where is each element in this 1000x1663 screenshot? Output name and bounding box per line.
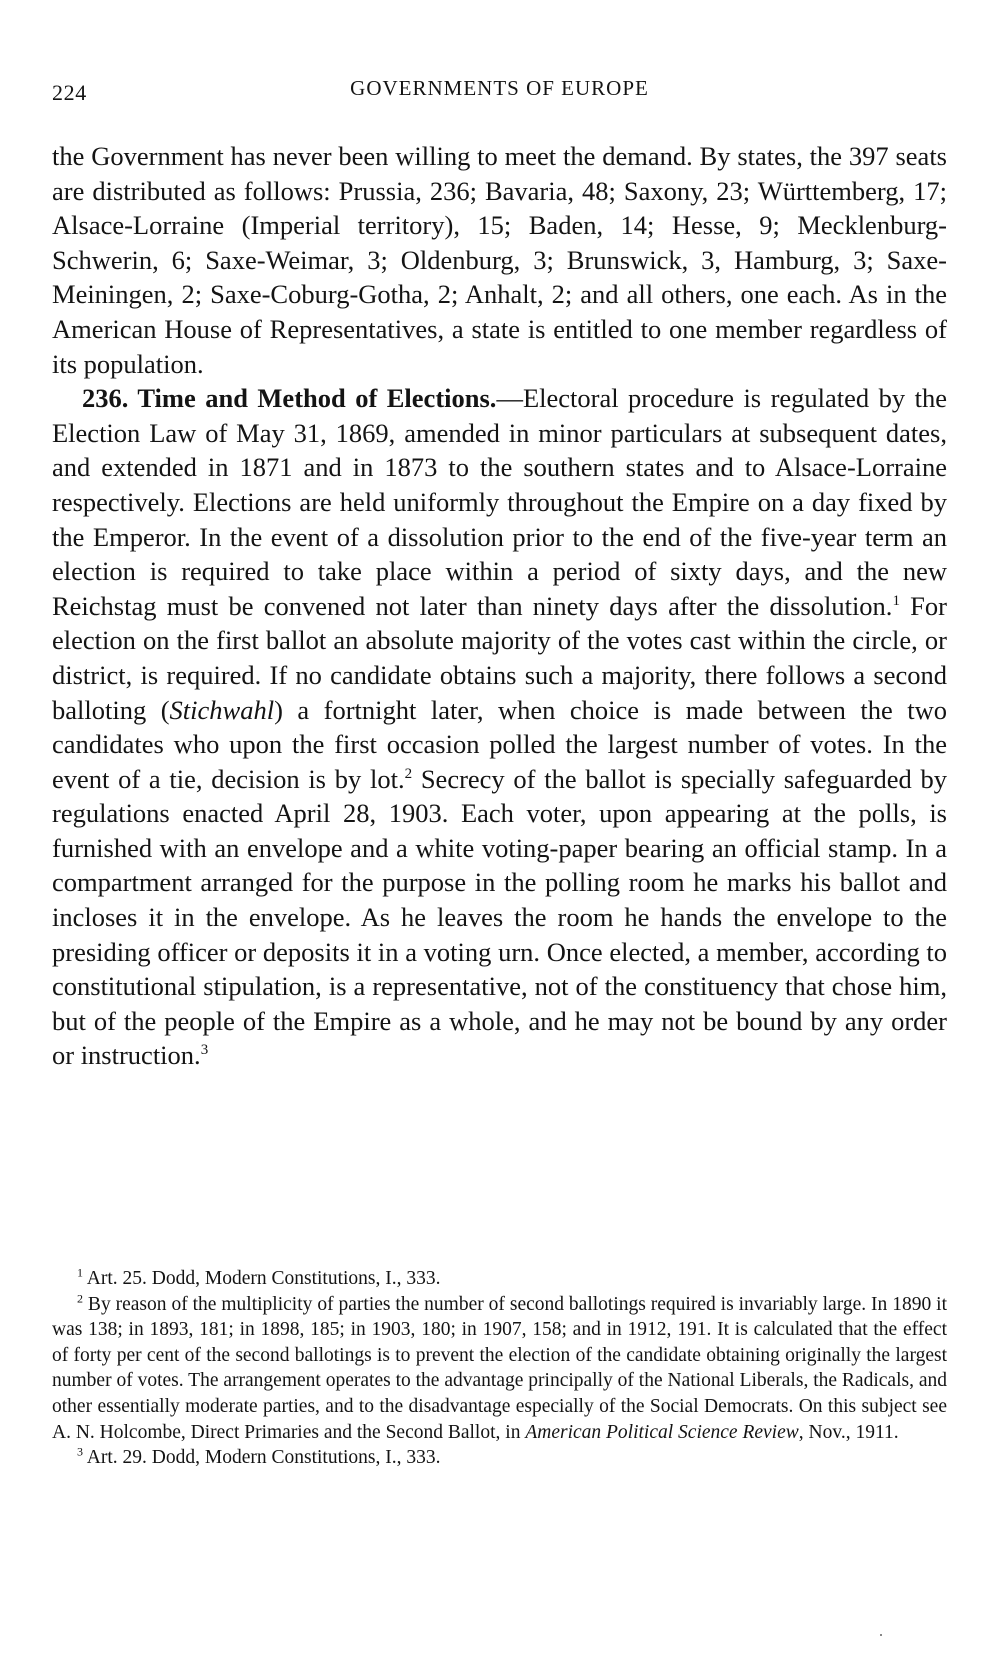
- paragraph-section-236: [52, 381, 947, 1073]
- footnote-mark: 1: [77, 1265, 83, 1280]
- paragraph-text: ) a fortnight later, when choice is made between the two candidates who upon the first occasion polled the largest number of votes. In the event of a tie, decision is by lot.: [52, 694, 947, 794]
- footnote-text: By reason of the multiplicity of parties the number of second ballotings required is invariably large. In 1890 it was 138; in 1893, 181; in 1898, 185; in 1903, 180; in 1907, 158; and in 1912, 191. It is calculated that the effect of forty per cent of the second ballotings is to prevent the election of the candidate obtaining originally the largest number of votes. The arrangement operates to the advantage principally of the National Liberals, the Radicals, and other essentially moderate parties, and to the disadvantage especially of the Social Democrats. On this subject see A. N. Holcombe, Direct Primaries and the Second Ballot, in: [52, 1293, 947, 1443]
- running-title: GOVERNMENTS OF EUROPE: [350, 76, 649, 100]
- scan-speck: [880, 1634, 882, 1636]
- section-heading: 236. Time and Method of Elections.: [82, 383, 497, 414]
- footnote-ref-2: 2: [404, 765, 413, 782]
- paragraph-text: Secrecy of the ballot is specially safeguarded by regulations enacted April 28, 1903. Each voter, upon appearing at the polls, is furnished with an envelope and a white voting-paper bearing an official stamp. In a compartment arranged for the purpose in the polling room he marks his ballot and incloses it in the envelope. As he leaves the room he hands the envelope to the presiding officer or deposits it in a voting urn. Once elected, a member, according to constitutional stipulation, is a representative, not of the constituency that chose him, but of the people of the Empire as a whole, and he may not be bound by any order or instruction.: [52, 763, 947, 1071]
- footnote-mark: 3: [77, 1444, 83, 1459]
- footnote-ref-1: 1: [892, 592, 900, 609]
- footnote-1: [52, 1266, 947, 1292]
- paragraph-continuation: the Government has never been willing to meet the demand. By states, the 397 seats are distributed as follows: Prussia, 236; Bavaria, 48; Saxony, 23; Württemberg, 17; Alsace-Lorraine (Imperial territory), 15; Baden, 14; Hesse, 9; Mecklenburg-Schwerin, 6; Saxe-Weimar, 3; Oldenburg, 3; Brunswick, 3, Hamburg, 3; Saxe-Meiningen, 2; Saxe-Coburg-Gotha, 2; Anhalt, 2; and all others, one each. As in the American House of Representatives, a state is entitled to one member regardless of its population.: [52, 141, 947, 379]
- footnote-3: [52, 1445, 947, 1471]
- footnotes: [52, 1266, 947, 1471]
- paragraph-text: —Electoral procedure is regulated by the Election Law of May 31, 1869, amended in minor particulars at subsequent dates, and extended in 1871 and in 1873 to the southern states and to Alsace-Lorraine respectively. Elections are held uniformly throughout the Empire on a day fixed by the Emperor. In the event of a dissolution prior to the end of the five-year term an election is required to take place within a period of sixty days, and the new Reichstag must be convened not later than ninety days after the dissolution.: [52, 383, 947, 621]
- footnote-2: [52, 1292, 947, 1446]
- footnote-mark: 2: [77, 1291, 83, 1306]
- footnote-ref-3: 3: [200, 1042, 209, 1059]
- footnote-text: , Nov., 1911.: [798, 1421, 899, 1443]
- footnote-text: Art. 25. Dodd, Modern Constitutions, I., 333.: [83, 1268, 441, 1289]
- main-text: [52, 139, 947, 1073]
- footnote-italic-title: American Political Science Review: [525, 1421, 799, 1443]
- footnote-text: Art. 29. Dodd, Modern Constitutions, I., 333.: [83, 1447, 441, 1469]
- paragraph-text: For election on the first ballot an absolute majority of the votes cast within the circle, or district, is required. If no candidate obtains such a majority, there follows a second balloting (: [52, 590, 947, 725]
- page-header: [52, 74, 947, 108]
- page-number: 224: [52, 80, 87, 105]
- italic-term: Stichwahl: [169, 694, 275, 725]
